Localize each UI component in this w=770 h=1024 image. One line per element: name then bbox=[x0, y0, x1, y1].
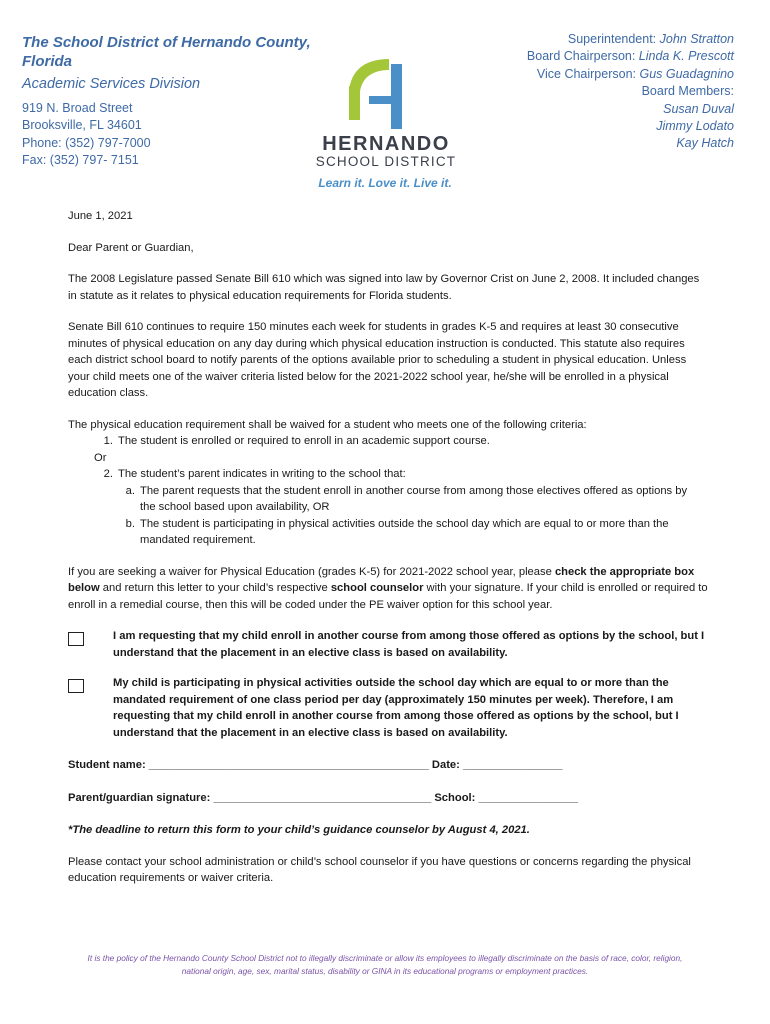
closing-paragraph: Please contact your school administration or child’s school counselor if you have questions or concerns regarding the physical education requirements or waiver criteria. bbox=[68, 855, 691, 884]
letter-body bbox=[68, 208, 708, 887]
phone-line: Phone: (352) 797-7000 bbox=[22, 135, 151, 150]
official-line: Vice Chairperson: Gus Guadagnino bbox=[536, 66, 734, 81]
criteria-subitem: a. The parent requests that the student enroll in another course from among those electives offered as options by the school based upon availability, OR bbox=[125, 484, 688, 513]
official-line: Board Chairperson: Linda K. Prescott bbox=[526, 49, 734, 64]
criteria-item: 2. The student’s parent indicates in writing to the school that: bbox=[103, 468, 406, 480]
waiver-option-2 bbox=[68, 675, 708, 741]
board-officials bbox=[454, 31, 734, 153]
waiver-option-1 bbox=[68, 628, 708, 661]
option-2-text: My child is participating in physical activities outside the school day which are equal to or more than the mandated requirement of one class period per day (approximately 150 minutes per week). Therefore, I am requesting that my child enroll in another course from among those offered as options by the school, but I understand that the placement in an elective class is based on availability. bbox=[113, 677, 679, 739]
division-name: Academic Services Division bbox=[22, 76, 201, 92]
nondiscrimination-footer: It is the policy of the Hernando County School District not to illegally discriminate or allow its employees to illegally discriminate on the basis of race, color, religion, national origin, age, sex, marital status, disability or GINA in its educational programs or employment practices. bbox=[87, 953, 683, 976]
paragraph-senate-bill: Senate Bill 610 continues to require 150 minutes each week for students in grades K-5 and requires at least 30 consecutive minutes of physical education on any day during which physical education instruction is conducted. This statute also requires each district school board to notify parents of the options available prior to scheduling a student in physical education. Unless your child meets one of the waiver criteria listed below for the 2021-2022 school year, he/she will be enrolled in a physical education class. bbox=[68, 321, 687, 399]
parent-signature-school-field[interactable]: Parent/guardian signature: ___________________________________ School: ________________ bbox=[68, 791, 579, 804]
logo-tagline: Learn it. Love it. Live it. bbox=[318, 176, 452, 190]
official-line: Board Members: bbox=[641, 84, 734, 99]
student-name-date-field[interactable]: Student name: _____________________________________________ Date: ________________ bbox=[68, 759, 563, 771]
logo-name: HERNANDO bbox=[322, 133, 450, 155]
paragraph-instructions: If you are seeking a waiver for Physical Education (grades K-5) for 2021-2022 school year, please check the appropriate box below and return this letter to your child’s respective school counselor with your signature. If your child is enrolled or required to enroll in a remedial course, then this will be coded under the PE waiver option for this school year. bbox=[68, 565, 708, 611]
option-1-checkbox[interactable] bbox=[68, 632, 84, 646]
criteria-or: Or bbox=[94, 451, 107, 464]
paragraph-legislature: The 2008 Legislature passed Senate Bill 610 which was signed into law by Governor Crist on June 2, 2008. It included changes in statute as it relates to physical education requirements for Florida students. bbox=[68, 273, 700, 302]
official-line: Kay Hatch bbox=[676, 136, 734, 151]
official-line: Jimmy Lodato bbox=[656, 119, 734, 134]
criteria-item: 1. The student is enrolled or required to enroll in an academic support course. bbox=[103, 435, 490, 447]
option-1-text: I am requesting that my child enroll in another course from among those offered as options by the school, but I understand that the placement in an elective class is based on availability. bbox=[113, 630, 705, 659]
option-2-checkbox[interactable] bbox=[68, 679, 84, 693]
paragraph-waiver-intro: The physical education requirement shall be waived for a student who meets one of the following criteria: bbox=[68, 418, 587, 431]
letter-date: June 1, 2021 bbox=[68, 210, 133, 222]
address-line: 919 N. Broad Street bbox=[22, 101, 133, 115]
deadline-note: *The deadline to return this form to your child’s guidance counselor by August 4, 2021. bbox=[68, 824, 530, 836]
h-logo-icon bbox=[345, 56, 425, 131]
criteria-list bbox=[68, 433, 708, 549]
fax-line: Fax: (352) 797- 7151 bbox=[22, 153, 139, 168]
address-line: Brooksville, FL 34601 bbox=[22, 118, 142, 133]
official-line: Superintendent: John Stratton bbox=[567, 32, 734, 46]
district-logo bbox=[300, 56, 470, 196]
criteria-subitem: b. The student is participating in physical activities outside the school day which are equal to or more than the mandated requirement. bbox=[125, 517, 669, 546]
greeting: Dear Parent or Guardian, bbox=[68, 241, 194, 254]
official-line: Susan Duval bbox=[663, 101, 734, 116]
logo-subtitle: SCHOOL DISTRICT bbox=[315, 154, 457, 169]
district-name: The School District of Hernando County, Florida bbox=[22, 34, 311, 70]
